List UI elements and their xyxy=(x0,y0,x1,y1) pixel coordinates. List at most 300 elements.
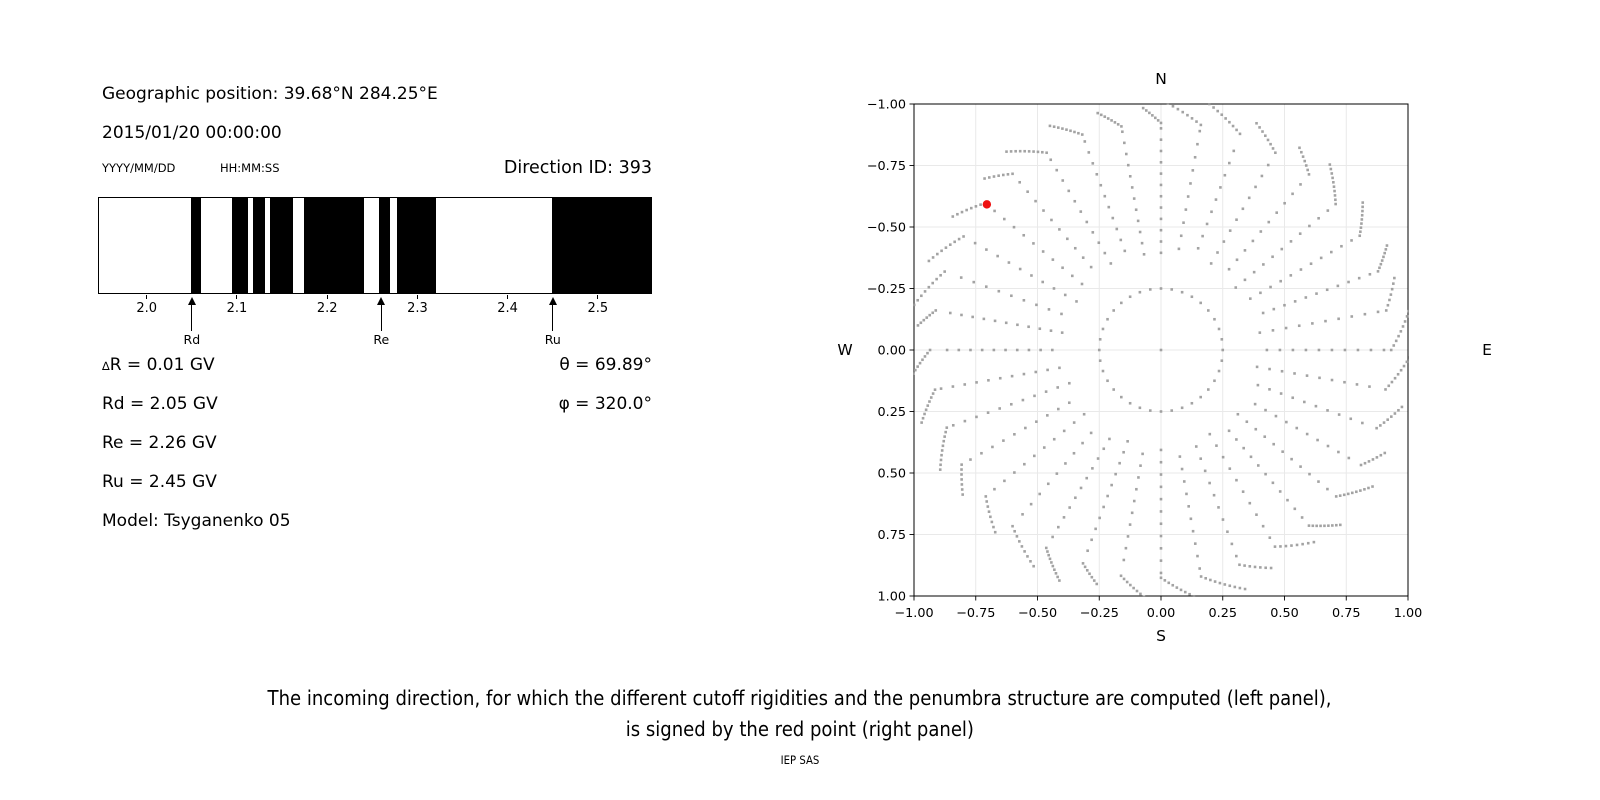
spoke-dot xyxy=(1064,294,1067,297)
y-tick-label: −0.25 xyxy=(866,282,906,297)
spoke-dot xyxy=(1131,186,1134,189)
spoke-dot xyxy=(1290,274,1293,277)
spoke-dot xyxy=(1305,296,1308,299)
spoke-dot xyxy=(1160,449,1163,452)
spoke-dot xyxy=(1123,559,1126,562)
marker-arrow-stem xyxy=(552,305,553,331)
spoke-dot xyxy=(1300,268,1303,271)
time-format-hint: HH:MM:SS xyxy=(220,161,280,175)
spoke-dot xyxy=(1281,370,1284,373)
dash-dot xyxy=(962,235,965,238)
ring-dot xyxy=(1106,318,1109,321)
date-format-hint: YYYY/MM/DD xyxy=(102,161,176,175)
spoke-dot xyxy=(1073,452,1076,455)
spoke-dot xyxy=(1327,445,1330,448)
spoke-dot xyxy=(1235,218,1238,221)
dash-dot xyxy=(936,253,939,256)
spoke-dot xyxy=(1135,488,1138,491)
marker-arrow-head xyxy=(377,297,385,305)
spoke-dot xyxy=(1275,211,1278,214)
dash-dot xyxy=(1214,580,1217,583)
spoke-dot xyxy=(1326,409,1329,412)
spoke-dot xyxy=(1049,158,1052,161)
dash-dot xyxy=(916,299,919,302)
dash-dot xyxy=(1142,107,1145,110)
dash-dot xyxy=(1296,544,1299,547)
dash-dot xyxy=(1167,582,1170,585)
dash-dot xyxy=(1129,584,1132,587)
spoke-dot xyxy=(1050,219,1053,222)
ring-dot xyxy=(1139,291,1142,294)
dash-dot xyxy=(1312,524,1315,527)
dash-dot xyxy=(1408,310,1411,313)
dash-dot xyxy=(921,358,924,361)
spoke-dot xyxy=(1228,268,1231,271)
forbidden-band xyxy=(232,198,248,293)
ring-dot xyxy=(1102,370,1105,373)
spoke-dot xyxy=(1293,372,1296,375)
dash-dot xyxy=(1360,222,1363,225)
spoke-dot xyxy=(1260,230,1263,233)
spoke-dot xyxy=(1090,266,1093,269)
dash-dot xyxy=(1355,490,1358,493)
dash-dot xyxy=(1167,102,1170,105)
dash-dot xyxy=(1319,525,1322,528)
dash-dot xyxy=(1086,569,1089,572)
spoke-dot xyxy=(1228,429,1231,432)
spoke-dot xyxy=(1206,223,1209,226)
spoke-dot xyxy=(1257,384,1260,387)
spoke-dot xyxy=(1011,375,1014,378)
spoke-dot xyxy=(952,385,955,388)
spoke-dot xyxy=(1008,261,1011,264)
ring-dot xyxy=(1098,349,1101,352)
dash-dot xyxy=(1285,545,1288,548)
dash-dot xyxy=(928,400,931,403)
ring-dot xyxy=(1149,288,1152,291)
spoke-dot xyxy=(1237,413,1240,416)
spoke-dot xyxy=(1104,252,1107,255)
dash-dot xyxy=(943,270,946,273)
dash-dot xyxy=(1300,151,1303,154)
spoke-dot xyxy=(1060,313,1063,316)
dash-dot xyxy=(931,311,934,314)
dash-dot xyxy=(1382,256,1385,259)
dash-dot xyxy=(1332,181,1335,184)
spoke-dot xyxy=(1133,197,1136,200)
spoke-dot xyxy=(985,285,988,288)
dash-dot xyxy=(949,243,952,246)
spoke-dot xyxy=(1210,210,1213,213)
dash-dot xyxy=(1018,540,1021,543)
ring-dot xyxy=(1099,338,1102,341)
dash-dot xyxy=(1160,576,1163,579)
dash-dot xyxy=(1400,369,1403,372)
spoke-dot xyxy=(1160,195,1163,198)
dash-dot xyxy=(1391,381,1394,384)
ring-dot xyxy=(1218,370,1221,373)
stat-model: Model: Tsyganenko 05 xyxy=(102,511,291,531)
spoke-dot xyxy=(974,242,977,245)
spoke-dot xyxy=(1094,528,1097,531)
dash-dot xyxy=(1359,489,1362,492)
dash-dot xyxy=(1301,543,1304,546)
stat-phi: φ = 320.0° xyxy=(558,394,652,414)
spoke-dot xyxy=(1235,555,1238,558)
caption-line-2: is signed by the red point (right panel) xyxy=(625,717,975,741)
dash-dot xyxy=(1082,562,1085,565)
spoke-dot xyxy=(1234,286,1237,289)
spoke-dot xyxy=(1034,200,1037,203)
y-tick-label: 0.00 xyxy=(877,343,906,359)
delta-symbol: ∆ xyxy=(102,359,110,373)
spoke-dot xyxy=(1235,438,1238,441)
spoke-dot xyxy=(1283,304,1286,307)
dash-dot xyxy=(917,324,920,327)
spoke-dot xyxy=(1030,274,1033,277)
dash-dot xyxy=(1093,579,1096,582)
dash-dot xyxy=(1306,169,1309,172)
x-tick-label: 2.0 xyxy=(136,301,158,316)
spoke-dot xyxy=(1279,490,1282,493)
spoke-dot xyxy=(1056,472,1059,475)
spoke-dot xyxy=(1195,445,1198,448)
spoke-dot xyxy=(1299,232,1302,235)
spoke-dot xyxy=(1042,209,1045,212)
dash-dot xyxy=(1114,121,1117,124)
spoke-dot xyxy=(1294,508,1297,511)
spoke-dot xyxy=(1228,467,1231,470)
spoke-dot xyxy=(1226,530,1229,533)
x-tick-label: 0.00 xyxy=(1146,606,1176,621)
spoke-dot xyxy=(1350,315,1353,318)
ring-dot xyxy=(1213,318,1216,321)
dash-dot xyxy=(924,290,927,293)
spoke-dot xyxy=(1053,438,1056,441)
spoke-dot xyxy=(1131,512,1134,515)
spoke-dot xyxy=(1181,468,1184,471)
dash-dot xyxy=(1013,530,1016,533)
spoke-dot xyxy=(963,383,966,386)
spoke-dot xyxy=(987,379,990,382)
spoke-dot xyxy=(1110,262,1113,265)
spoke-dot xyxy=(987,411,990,414)
spoke-dot xyxy=(1290,458,1293,461)
dash-dot xyxy=(1381,259,1384,262)
spoke-dot xyxy=(1290,240,1293,243)
dash-dot xyxy=(1331,177,1334,180)
spoke-dot xyxy=(1199,457,1202,460)
spoke-dot xyxy=(1183,480,1186,483)
dash-dot xyxy=(979,203,982,206)
spoke-dot xyxy=(964,420,967,423)
spoke-dot xyxy=(1099,184,1102,187)
spoke-dot xyxy=(1139,231,1142,234)
dash-dot xyxy=(935,278,938,281)
spoke-dot xyxy=(1315,292,1318,295)
spoke-dot xyxy=(1125,547,1128,550)
spoke-dot xyxy=(1061,179,1064,182)
spoke-dot xyxy=(1235,479,1238,482)
spoke-dot xyxy=(1256,366,1259,369)
dash-dot xyxy=(1014,150,1017,153)
dash-dot xyxy=(925,316,928,319)
ring-dot xyxy=(1218,328,1221,331)
spoke-dot xyxy=(1091,231,1094,234)
dash-dot xyxy=(1392,344,1395,347)
spoke-dot xyxy=(1192,530,1195,533)
spoke-dot xyxy=(996,255,999,258)
spoke-dot xyxy=(1133,500,1136,503)
spoke-dot xyxy=(1160,206,1163,209)
spoke-dot xyxy=(1248,197,1251,200)
dash-dot xyxy=(1120,125,1123,128)
dash-dot xyxy=(1136,590,1139,593)
spoke-dot xyxy=(1189,182,1192,185)
dash-dot xyxy=(1049,125,1052,128)
dash-dot xyxy=(1351,492,1354,495)
dash-dot xyxy=(1330,168,1333,171)
dash-dot xyxy=(1343,494,1346,497)
dash-dot xyxy=(1117,123,1120,126)
spoke-dot xyxy=(1098,517,1101,520)
dash-dot xyxy=(1327,524,1330,527)
spoke-dot xyxy=(1137,220,1140,223)
spoke-dot xyxy=(1005,322,1008,325)
dash-dot xyxy=(1383,252,1386,255)
compass-west-label: W xyxy=(837,341,853,359)
spoke-dot xyxy=(993,349,996,352)
dash-dot xyxy=(928,286,931,289)
dash-dot xyxy=(1258,126,1261,129)
spoke-dot xyxy=(1337,451,1340,454)
spoke-dot xyxy=(1126,440,1129,443)
spoke-dot xyxy=(1257,464,1260,467)
spoke-dot xyxy=(980,452,983,455)
dash-dot xyxy=(1028,150,1031,153)
ring-dot xyxy=(1149,409,1152,412)
spoke-dot xyxy=(1024,427,1027,430)
spoke-dot xyxy=(1308,225,1311,228)
forbidden-band xyxy=(552,198,651,293)
spoke-dot xyxy=(1254,428,1257,431)
ring-dot xyxy=(1112,309,1115,312)
spoke-dot xyxy=(1160,473,1163,476)
spoke-dot xyxy=(1085,221,1088,224)
dash-dot xyxy=(1052,565,1055,568)
spoke-dot xyxy=(1160,150,1163,153)
dash-dot xyxy=(1391,288,1394,291)
spoke-dot xyxy=(1023,299,1026,302)
spoke-dot xyxy=(1091,162,1094,165)
marker-label: Ru xyxy=(544,332,561,347)
dash-dot xyxy=(1361,206,1364,209)
dash-dot xyxy=(1302,155,1305,158)
spoke-dot xyxy=(1306,433,1309,436)
spoke-dot xyxy=(1013,471,1016,474)
penumbra-barcode-plot xyxy=(98,197,652,294)
spoke-dot xyxy=(1283,202,1286,205)
spoke-dot xyxy=(1178,248,1181,251)
dash-dot xyxy=(1065,128,1068,131)
y-tick-label: −1.00 xyxy=(866,97,906,113)
dash-dot xyxy=(934,309,937,312)
dash-dot xyxy=(940,250,943,253)
ring-dot xyxy=(1139,406,1142,409)
dash-dot xyxy=(984,495,987,498)
dash-dot xyxy=(988,510,991,513)
dash-dot xyxy=(1151,114,1154,117)
dash-dot xyxy=(929,349,932,352)
spoke-dot xyxy=(1122,451,1125,454)
spoke-dot xyxy=(1087,151,1090,154)
spoke-dot xyxy=(993,210,996,213)
forbidden-band xyxy=(270,198,293,293)
ring-dot xyxy=(1181,406,1184,409)
spoke-dot xyxy=(1046,414,1049,417)
spoke-dot xyxy=(1179,455,1182,458)
spoke-dot xyxy=(1299,465,1302,468)
x-tick-label: 0.50 xyxy=(1270,606,1299,621)
spoke-dot xyxy=(1216,251,1219,254)
dash-dot xyxy=(985,500,988,503)
dash-dot xyxy=(1368,460,1371,463)
x-tick-label: 0.25 xyxy=(1208,606,1237,621)
spoke-dot xyxy=(1311,322,1314,325)
spoke-dot xyxy=(1052,258,1055,261)
spoke-dot xyxy=(1048,308,1051,311)
dash-dot xyxy=(1270,567,1273,570)
spoke-dot xyxy=(1058,228,1061,231)
spoke-dot xyxy=(1272,329,1275,332)
dash-dot xyxy=(942,440,945,443)
ring-dot xyxy=(1106,379,1109,382)
spoke-dot xyxy=(1294,300,1297,303)
spoke-dot xyxy=(1280,248,1283,251)
dash-dot xyxy=(925,408,928,411)
x-tick-label: −0.75 xyxy=(956,606,996,621)
spoke-dot xyxy=(1219,186,1222,189)
dash-dot xyxy=(1290,544,1293,547)
dash-dot xyxy=(1050,561,1053,564)
dash-dot xyxy=(958,238,961,241)
spoke-dot xyxy=(1013,226,1016,229)
dash-dot xyxy=(965,209,968,212)
spoke-dot xyxy=(1118,462,1121,465)
y-tick-label: 0.50 xyxy=(877,466,906,482)
dash-dot xyxy=(1154,117,1157,120)
spoke-dot xyxy=(1016,323,1019,326)
x-tick-label: 1.00 xyxy=(1393,606,1423,621)
spoke-dot xyxy=(1347,281,1350,284)
dash-dot xyxy=(1390,415,1393,418)
spoke-dot xyxy=(1160,138,1163,141)
spoke-dot xyxy=(1249,297,1252,300)
spoke-dot xyxy=(1264,473,1267,476)
spoke-dot xyxy=(1285,327,1288,330)
spoke-dot xyxy=(1210,262,1213,265)
spoke-dot xyxy=(1315,405,1318,408)
spoke-dot xyxy=(1310,262,1313,265)
dash-dot xyxy=(1367,487,1370,490)
dash-dot xyxy=(1377,270,1380,273)
spoke-dot xyxy=(1160,547,1163,550)
spoke-dot xyxy=(1308,473,1311,476)
spoke-dot xyxy=(1349,417,1352,420)
y-tick-label: −0.50 xyxy=(866,220,906,236)
dash-dot xyxy=(1394,377,1397,380)
spoke-dot xyxy=(1051,349,1054,352)
dash-dot xyxy=(1132,587,1135,590)
dash-dot xyxy=(1195,120,1198,123)
dash-dot xyxy=(1303,160,1306,163)
credit-text: IEP SAS xyxy=(780,753,820,767)
spoke-dot xyxy=(1291,193,1294,196)
spoke-dot xyxy=(1046,369,1049,372)
dash-dot xyxy=(960,468,963,471)
dash-dot xyxy=(1232,125,1235,128)
forbidden-band xyxy=(191,198,202,293)
spoke-dot xyxy=(1303,401,1306,404)
spoke-dot xyxy=(1194,542,1197,545)
dash-dot xyxy=(953,241,956,244)
spoke-dot xyxy=(1280,392,1283,395)
spoke-dot xyxy=(1337,318,1340,321)
dash-dot xyxy=(1261,130,1264,133)
dash-dot xyxy=(1073,131,1076,134)
dash-dot xyxy=(1335,524,1338,527)
dash-dot xyxy=(1029,560,1032,563)
spoke-dot xyxy=(1141,453,1144,456)
spoke-dot xyxy=(1013,433,1016,436)
spoke-dot xyxy=(1160,498,1163,501)
spoke-dot xyxy=(1224,174,1227,177)
stat-ru: Ru = 2.45 GV xyxy=(102,472,217,492)
dash-dot xyxy=(934,388,937,391)
dash-dot xyxy=(1404,320,1407,323)
spoke-dot xyxy=(1102,447,1105,450)
dash-dot xyxy=(961,483,964,486)
spoke-dot xyxy=(1327,209,1330,212)
spoke-dot xyxy=(1137,476,1140,479)
spoke-dot xyxy=(1032,242,1035,245)
compass-north-label: N xyxy=(1155,70,1167,88)
dash-dot xyxy=(1244,588,1247,591)
stat-theta: θ = 69.89° xyxy=(559,355,652,375)
forbidden-band xyxy=(379,198,390,293)
dash-dot xyxy=(945,426,948,429)
spoke-dot xyxy=(1028,349,1031,352)
dash-dot xyxy=(1375,427,1378,430)
dash-dot xyxy=(1096,112,1099,115)
spoke-dot xyxy=(1267,221,1270,224)
dash-dot xyxy=(941,449,944,452)
spoke-dot xyxy=(1160,461,1163,464)
spoke-dot xyxy=(1299,183,1302,186)
y-tick-label: 0.75 xyxy=(877,528,906,543)
spoke-dot xyxy=(1121,130,1124,133)
dash-dot xyxy=(1383,421,1386,424)
spoke-dot xyxy=(1035,304,1038,307)
dash-dot xyxy=(1333,190,1336,193)
spoke-dot xyxy=(1196,555,1199,558)
dash-dot xyxy=(1057,126,1060,129)
spoke-dot xyxy=(1369,273,1372,276)
dash-dot xyxy=(1011,525,1014,528)
spoke-dot xyxy=(1098,241,1101,244)
x-tick-label: 0.75 xyxy=(1332,606,1361,621)
spoke-dot xyxy=(1317,480,1320,483)
